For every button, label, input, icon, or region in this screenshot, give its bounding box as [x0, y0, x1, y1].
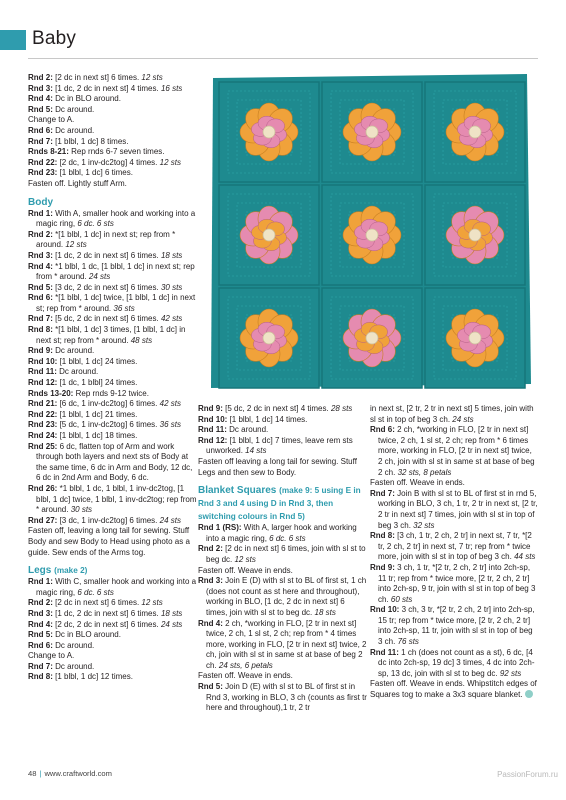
- heading-legs: Legs (make 2): [28, 565, 88, 577]
- pattern-row: Rnd 4: Dc in BLO around.: [28, 94, 121, 104]
- footer-site[interactable]: www.craftworld.com: [44, 769, 112, 778]
- pattern-row: Rnd 8: *[1 blbl, 1 dc] 3 times, [1 blbl, 1 dc] in next st; rep from * around. 48 sts: [28, 325, 186, 345]
- watermark: PassionForum.ru: [497, 770, 558, 779]
- column-middle: [198, 404, 368, 714]
- flower-centre: [469, 229, 481, 241]
- pattern-row: Rnd 11: 1 ch (does not count as a st), 6 dc, [4 dc into 2ch-sp, 19 dc] 3 times, 4 dc into 2ch-sp, 13 dc, join with sl st to beg dc. 92 sts: [370, 647, 535, 678]
- pattern-note: Fasten off. Weave in ends.: [370, 478, 465, 488]
- flower-centre: [366, 126, 378, 138]
- pattern-row: Rnd 3: [1 dc, 2 dc in next st] 6 times. 18 sts: [28, 608, 183, 618]
- pattern-row: Rnd 6: Dc around.: [28, 640, 95, 650]
- pattern-row: Rnd 5: Dc around.: [28, 104, 95, 114]
- pattern-row: Rnd 3: [1 dc, 2 dc in next st] 4 times. 16 sts: [28, 83, 183, 93]
- pattern-row: Rnd 6: 2 ch, *working in FLO, [2 tr in next st] twice, 2 ch, 1 sl st, 2 ch; rep from * 6 times more, working in FLO, [2 tr in next st] twice, 2 ch, join with sl st in same st at base of beg 2 ch. 32 sts, 8 petals: [370, 425, 535, 477]
- pattern-row: Rnd 10: [1 blbl, 1 dc] 14 times.: [198, 414, 308, 424]
- page-footer: [28, 769, 112, 778]
- pattern-note: Fasten off leaving a long tail for sewing. Stuff Legs and then sew to Body.: [198, 456, 357, 477]
- pattern-row: Rnd 6: Dc around.: [28, 125, 95, 135]
- pattern-note: Fasten off. Weave in ends. Whipstitch edges of Squares tog to make a 3x3 square blanket.: [370, 679, 537, 700]
- heading-body: Body: [28, 196, 53, 208]
- flower-centre: [263, 332, 275, 344]
- pattern-row: Rnd 5: [3 dc, 2 dc in next st] 6 times. 30 sts: [28, 282, 183, 292]
- pattern-row: Rnd 1: With C, smaller hook and working into a magic ring, 6 dc. 6 sts: [28, 577, 197, 597]
- blanket-photo: [205, 72, 535, 390]
- pattern-row: Rnd 22: [1 blbl, 1 dc] 21 times.: [28, 409, 138, 419]
- pattern-note: Fasten off. Lightly stuff Arm.: [28, 178, 127, 188]
- pattern-row: Rnd 2: [2 dc in next st] 6 times, join with sl st to beg dc. 12 sts: [198, 544, 366, 564]
- pattern-note: Change to A.: [28, 115, 75, 125]
- pattern-row: Rnd 27: [3 dc, 1 inv-dc2tog] 6 times. 24 sts: [28, 515, 181, 525]
- pattern-row: Rnd 7: [1 blbl, 1 dc] 8 times.: [28, 136, 129, 146]
- page-header: [0, 0, 566, 60]
- pattern-row: Rnd 5: Dc in BLO around.: [28, 630, 121, 640]
- flower-centre: [469, 126, 481, 138]
- pattern-row: Rnd 4: [2 dc, 2 dc in next st] 6 times. 24 sts: [28, 619, 183, 629]
- pattern-row: Rnd 3: [1 dc, 2 dc in next st] 6 times. 18 sts: [28, 250, 183, 260]
- pattern-row: Rnd 10: 3 ch, 3 tr, *[2 tr, 2 ch, 2 tr] into 2ch-sp, 15 tr; rep from * twice more, [2 tr, 2 ch, 2 tr] into 2ch-sp, 11 tr, join with sl st in top of beg 3 ch. 76 sts: [370, 605, 535, 647]
- pattern-note: Fasten off, leaving a long tail for sewing. Stuff Body and sew Body to Head using photo as a guide. Sew ends of the Arms tog.: [28, 526, 190, 557]
- pattern-row: Rnd 6: *[1 blbl, 1 dc] twice, [1 blbl, 1 dc] in next st; rep from * around. 36 sts: [28, 293, 196, 313]
- pattern-row: Rnd 4: *1 blbl, 1 dc, [1 blbl, 1 dc] in next st; rep from * around. 24 sts: [28, 261, 195, 282]
- flower-centre: [263, 229, 275, 241]
- pattern-row: Rnd 3: Join E (D) with sl st to BL of first st, 1 ch (does not count as st here and throughout), working in BLO, [1 dc, 2 dc in next st] 6 times, join with sl st to beg dc. 18 sts: [198, 576, 367, 617]
- pattern-row: Rnd 1: With A, smaller hook and working into a magic ring, 6 dc. 6 sts: [28, 208, 196, 229]
- pattern-row: Rnd 7: [5 dc, 2 dc in next st] 6 times. 42 sts: [28, 314, 183, 324]
- pattern-row: Rnd 4: 2 ch, *working in FLO, [2 tr in next st] twice, 2 ch, 1 sl st, 2 ch; rep from * 4 times more, working in FLO, [2 tr in next st] twice, 2 ch, join with sl st in same st at base of beg 2 ch. 24 sts, 6 petals: [198, 618, 367, 670]
- pattern-row: Rnd 21: [6 dc, 1 inv-dc2tog] 6 times. 42 sts: [28, 399, 181, 409]
- pattern-row: Rnd 12: [1 dc, 1 blbl] 24 times.: [28, 378, 138, 388]
- pattern-row: Rnd 26: *1 blbl, 1 dc, 1 blbl, 1 inv-dc2tog, [1 blbl, 1 dc] twice, 1 blbl, 1 inv-dc2tog; rep from * around. 30 sts: [28, 483, 197, 515]
- pattern-row: Rnd 11: Dc around.: [198, 425, 269, 435]
- pattern-row: Rnd 22: [2 dc, 1 inv-dc2tog] 4 times. 12 sts: [28, 157, 181, 167]
- pattern-row: Rnd 11: Dc around.: [28, 367, 99, 377]
- heading-blanket-squares: Blanket Squares (make 9: 5 using E in Rnd 3 and 4 using D in Rnd 3, then switching colours in Rnd 5): [198, 485, 361, 522]
- pattern-row: Rnd 2: *[1 blbl, 1 dc] in next st; rep from * around. 12 sts: [28, 229, 176, 250]
- column-left: [28, 73, 198, 683]
- pattern-row: Rnd 7: Join B with sl st to BL of first st in rnd 5, working in BLO, 3 ch, 1 tr, 2 tr in next st, [2 tr, 2 tr in next st] 7 times, join with sl st in top of beg 3 ch. 32 sts: [370, 488, 538, 530]
- pattern-row: Rnd 2: [2 dc in next st] 6 times. 12 sts: [28, 598, 163, 608]
- pattern-row: Rnd 9: [5 dc, 2 dc in next st] 4 times. 28 sts: [198, 404, 353, 413]
- page-number: 48: [28, 769, 37, 778]
- pattern-row: Rnd 25: 6 dc, flatten top of Arm and work through both layers and next sts of Body at the same time, 6 dc in Arm and Body, 12 dc, 6 dc in 2nd Arm and Body, 6 dc.: [28, 441, 193, 483]
- section-title: Baby: [32, 28, 77, 49]
- pattern-note: Fasten off. Weave in ends.: [198, 671, 293, 681]
- pattern-row: Rnd 12: [1 blbl, 1 dc] 7 times, leave rem sts unworked. 14 sts: [198, 435, 353, 456]
- end-mark-icon: [525, 690, 533, 698]
- header-rule: [28, 58, 538, 59]
- pattern-row: Rnd 8: [3 ch, 1 tr, 2 ch, 2 tr] in next st, 7 tr, *[2 tr, 2 ch, 2 tr] in next st, 7 tr; rep from * twice more, join with sl st in top of beg 3 ch. 44 sts: [370, 531, 536, 562]
- flower-centre: [366, 229, 378, 241]
- flower-centre: [469, 332, 481, 344]
- pattern-row-continued: in next st, [2 tr, 2 tr in next st] 5 times, join with sl st in top of beg 3 ch. 24 sts: [370, 404, 534, 424]
- flower-centre: [263, 126, 275, 138]
- flower-centre: [366, 332, 378, 344]
- footer-separator: |: [39, 769, 42, 778]
- pattern-row: Rnd 10: [1 blbl, 1 dc] 24 times.: [28, 356, 138, 366]
- pattern-row: Rnds 13-20: Rep rnds 9-12 twice.: [28, 388, 149, 398]
- pattern-note: Change to A.: [28, 651, 75, 661]
- blanket-illustration: [205, 72, 535, 390]
- column-right: [370, 404, 538, 701]
- pattern-row: Rnds 8-21: Rep rnds 6-7 seven times.: [28, 147, 165, 157]
- pattern-row: Rnd 2: [2 dc in next st] 6 times. 12 sts: [28, 73, 163, 82]
- pattern-row: Rnd 9: Dc around.: [28, 346, 95, 356]
- pattern-row: Rnd 7: Dc around.: [28, 661, 95, 671]
- pattern-row: Rnd 1 (RS): With A, larger hook and working into a magic ring, 6 dc. 6 sts: [198, 523, 357, 543]
- pattern-row: Rnd 9: 3 ch, 1 tr, *[2 tr, 2 ch, 2 tr] into 2ch-sp, 11 tr; rep from * twice more, [2 tr, 2 ch, 2 tr] into 2ch-sp, 9 tr, join with sl st in top of beg 3 ch. 60 sts: [370, 562, 536, 604]
- pattern-row: Rnd 23: [5 dc, 1 inv-dc2tog] 6 times. 36 sts: [28, 420, 181, 430]
- section-tab: [0, 30, 26, 50]
- pattern-note: Fasten off. Weave in ends.: [198, 565, 293, 575]
- pattern-row: Rnd 24: [1 blbl, 1 dc] 18 times.: [28, 431, 138, 440]
- pattern-row: Rnd 5: Join D (E) with sl st to BL of first st in Rnd 3, working in BLO, 3 ch (counts as first tr here and throughout),1 tr, 2 tr: [198, 682, 367, 713]
- pattern-row: Rnd 8: [1 blbl, 1 dc] 12 times.: [28, 672, 133, 682]
- pattern-row: Rnd 23: [1 blbl, 1 dc] 6 times.: [28, 168, 133, 178]
